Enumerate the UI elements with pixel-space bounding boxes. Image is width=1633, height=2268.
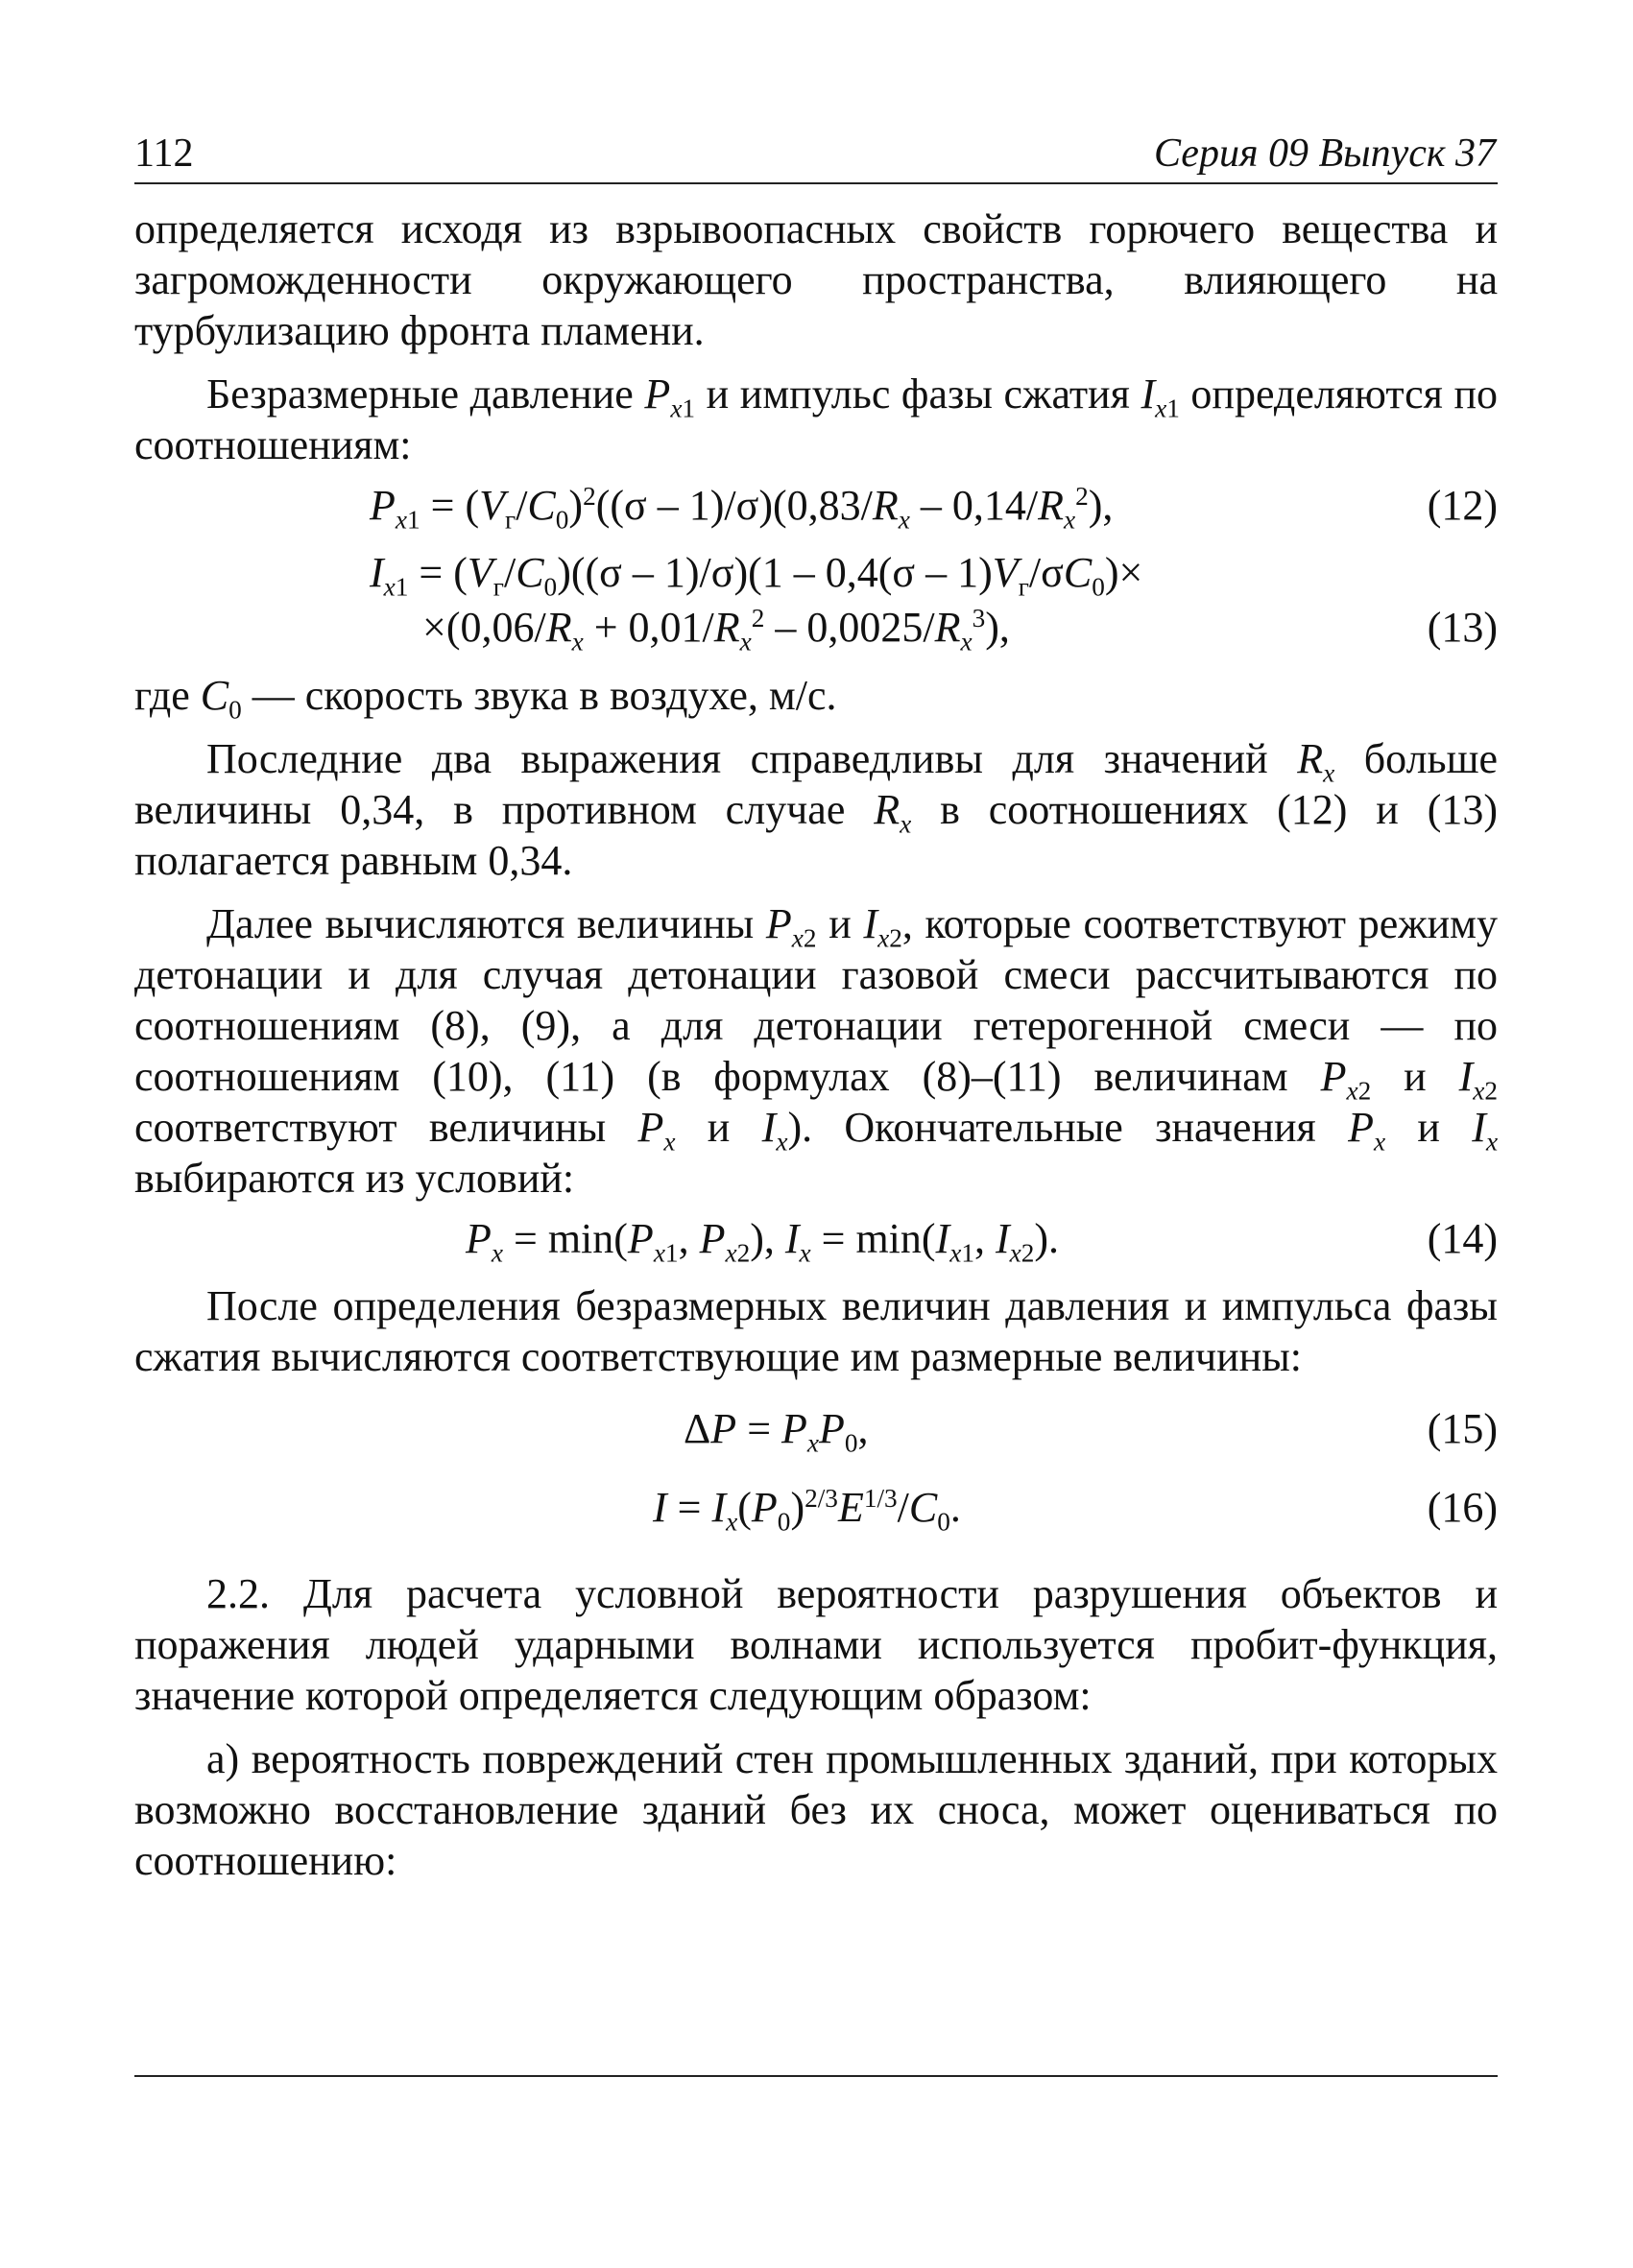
paragraph-6: 2.2. Для расчета условной вероятности разрушения объектов и поражения людей ударными волнами используется пробит-функция, значение которой определяется следующим образом:	[134, 1570, 1498, 1719]
body-text	[134, 203, 1498, 1886]
equation-number-13: (13)	[1427, 604, 1498, 651]
formula-12: $P_{x1} = (V_г/C_0)^2((\sigma - 1)/\sigma)(0,83/R_x - 0,14/R_x^2)$, (12)	[370, 482, 1498, 535]
formula-14: $P_x = \min(P_{x1}$, $P_{x2}$), $I_x = \min(I_{x1}$, $I_{x2}$). (14)	[466, 1215, 1498, 1268]
formula-15: $\Delta P = P_xP_0$, (15)	[684, 1405, 1498, 1458]
formula-16: $I = I_x(P_0)^{2/3}E^{1/3}/C_0$. (16)	[653, 1484, 1498, 1537]
paragraph-1: определяется исходя из взрывоопасных свойств горючего вещества и загроможденности окружающего пространства, влияющего на турбулизацию фронта пламени.	[134, 205, 1498, 354]
formula-13: $I_{x1} = (V_г/C_0)((\sigma - 1)/\sigma)(1 - 0,4(\sigma - 1)V_г/\sigma C_0)\times$ $\times(0,06/R_x + 0,01/R_x^2 - 0,0025/R_x^3)$, (13)	[370, 549, 1498, 657]
page-header	[134, 123, 1498, 184]
paragraph-7: а) вероятность повреждений стен промышленных зданий, при которых возможно восстановление зданий без их сноса, может оцениваться по соотношению:	[134, 1735, 1498, 1884]
paragraph-2: Безразмерные давление $P_{x1}$ и импульс фазы сжатия $I_{x1}$ определяются по соотношениям:	[134, 370, 1499, 468]
paragraph-4: Далее вычисляются величины $P_{x2}$ и $I_{x2}$, которые соответствуют режиму детонации и для случая детонации газовой смеси рассчитываются по соотношениям (8), (9), а для детонации гетерогенной смеси — по соотношениям (10), (11) (в формулах (8)–(11) величинам $P_{x2}$ и $I_{x2}$ соответствуют величины $P_x$ и $I_x$). Окончательные значения $P_x$ и $I_x$ выбираются из условий:	[134, 900, 1499, 1202]
equation-number-14: (14)	[1427, 1215, 1498, 1262]
equation-number-16: (16)	[1427, 1484, 1498, 1531]
page-number: 112	[134, 131, 194, 176]
paragraph-5: После определения безразмерных величин давления и импульса фазы сжатия вычисляются соответствующие им размерные величины:	[134, 1282, 1498, 1380]
footer-rule	[134, 2075, 1498, 2077]
series-title: Серия 09 Выпуск 37	[1154, 131, 1496, 176]
equation-number-12: (12)	[1427, 482, 1498, 529]
equation-number-15: (15)	[1427, 1405, 1498, 1452]
paragraph-3: Последние два выражения справедливы для значений $R_x$ больше величины 0,34, в противном случае $R_x$ в соотношениях (12) и (13) полагается равным 0,34.	[134, 735, 1498, 884]
where-clause: где $C_0$ — скорость звука в воздухе, м/с.	[134, 672, 837, 725]
